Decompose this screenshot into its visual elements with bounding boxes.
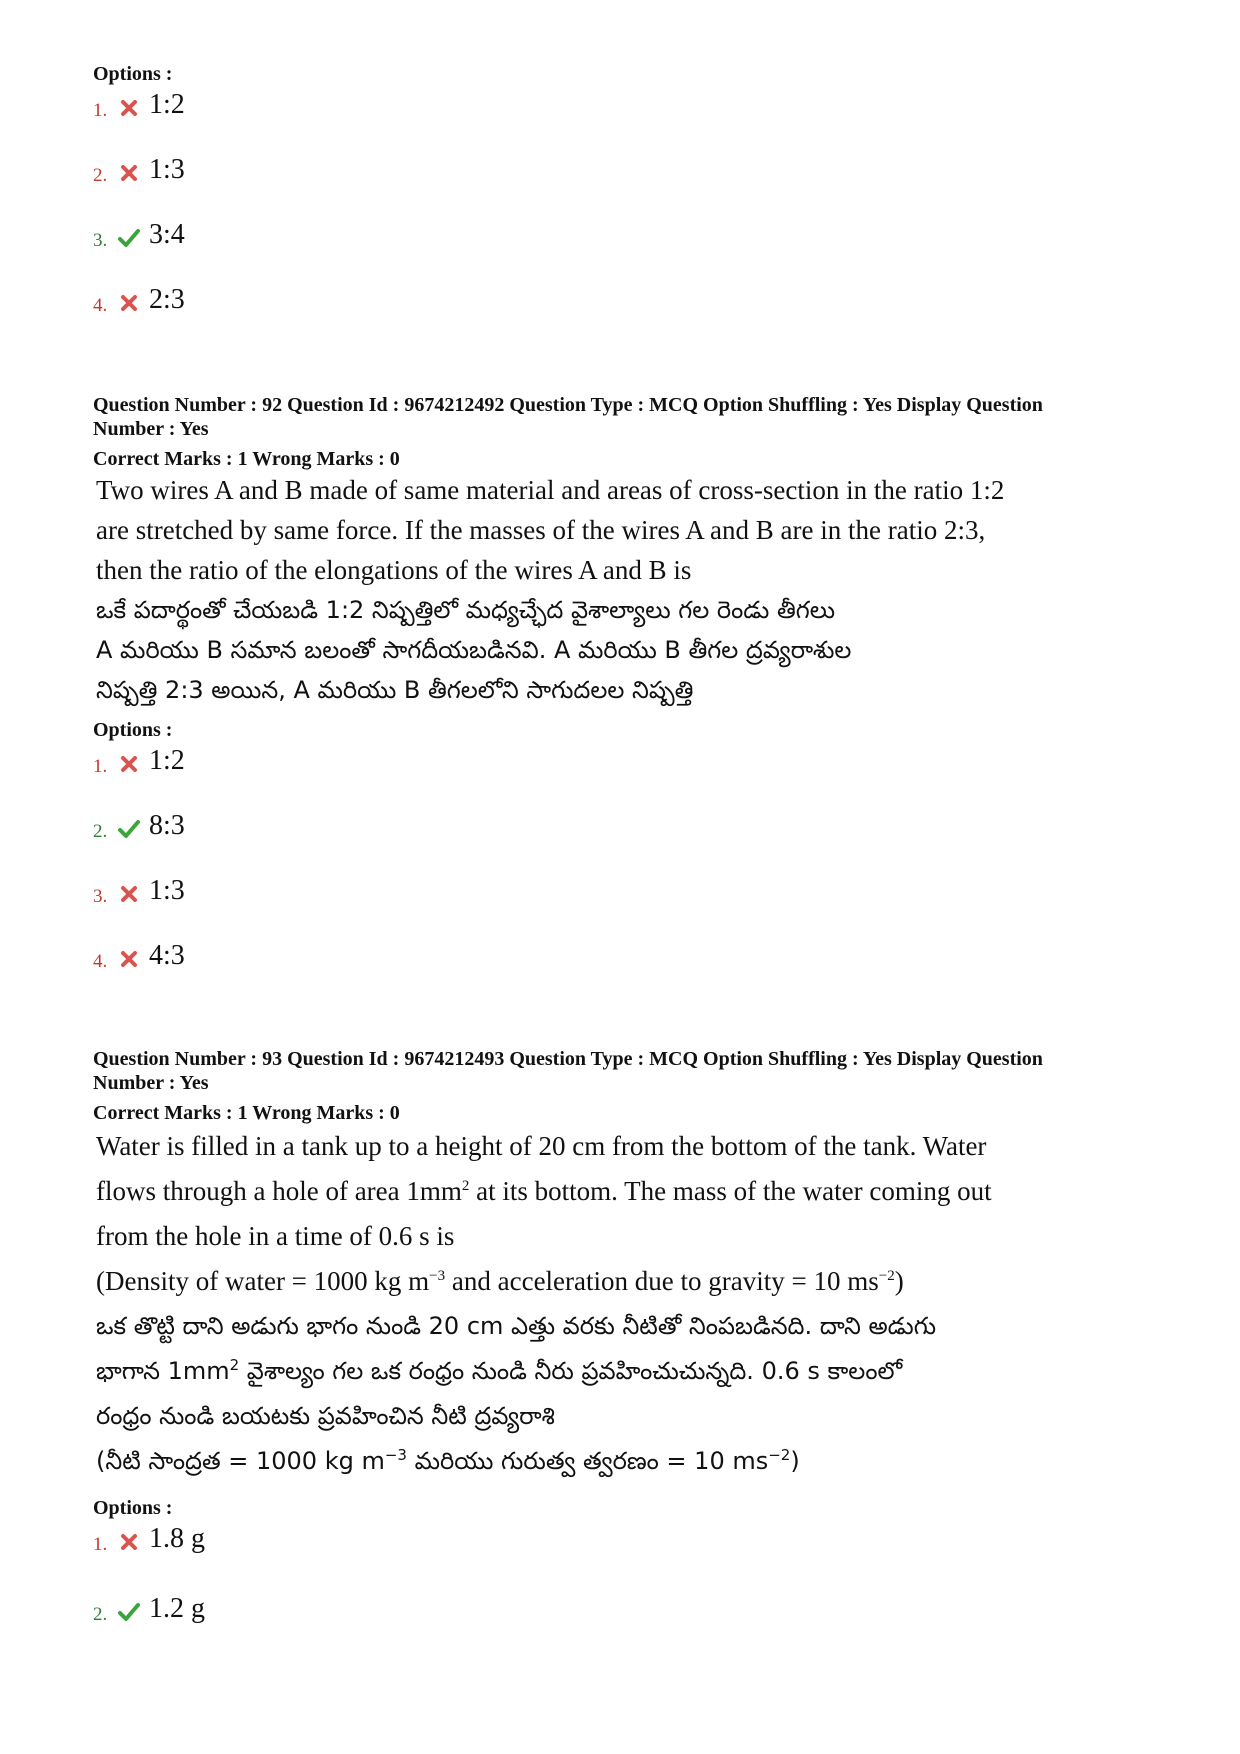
question-text-te: ఒకే పదార్థంతో చేయబడి 1:2 నిష్పత్తిలో మధ్యచ్ఛేద వైశాల్యాలు గల రెండు తీగలు	[96, 596, 836, 624]
question-header	[93, 1047, 1153, 1125]
option-2	[93, 1586, 205, 1626]
option-number: 3.	[93, 230, 108, 251]
option-value: 3:4	[149, 219, 185, 250]
check-icon	[117, 226, 141, 250]
option-value: 8:3	[149, 810, 185, 841]
option-1	[93, 738, 185, 778]
question-text-te: A మరియు B సమాన బలంతో సాగదీయబడినవి. A మరియు B తీగల ద్రవ్యరాశుల	[96, 636, 852, 664]
option-number: 4.	[93, 951, 108, 972]
question-text	[96, 1124, 1156, 1484]
option-number: 2.	[93, 1604, 108, 1625]
check-icon	[117, 817, 141, 841]
option-1	[93, 1516, 205, 1556]
question-text-en: Two wires A and B made of same material and areas of cross-section in the ratio 1:2	[96, 475, 1005, 505]
option-number: 4.	[93, 295, 108, 316]
cross-icon	[117, 291, 141, 315]
question-text-te: భాగాన $1mm^2$ వైశాల్యం గల ఒక రంధ్రం నుండి నీరు ప్రవహించుచున్నది. 0.6 s కాలంలో	[96, 1356, 903, 1385]
options-label: Options :	[93, 1497, 173, 1519]
option-2	[93, 803, 185, 843]
cross-icon	[117, 947, 141, 971]
question-text-te: నిష్పత్తి 2:3 అయిన, A మరియు B తీగలలోని సాగుదలల నిష్పత్తి	[96, 676, 694, 704]
option-value: 1.8 g	[149, 1523, 205, 1554]
option-4	[93, 277, 185, 317]
question-text	[96, 470, 1156, 710]
option-number: 2.	[93, 821, 108, 842]
option-4	[93, 933, 185, 973]
option-2	[93, 147, 185, 187]
option-1	[93, 82, 185, 122]
question-header-line: Number : Yes	[93, 1072, 209, 1094]
option-value: 1:3	[149, 154, 185, 185]
option-number: 1.	[93, 756, 108, 777]
option-value: 1:2	[149, 745, 185, 776]
cross-icon	[117, 882, 141, 906]
cross-icon	[117, 1530, 141, 1554]
question-text-en: (Density of water = 1000 kg $m^{-3}$ and acceleration due to gravity = 10 $ms^{-2}$)	[96, 1266, 904, 1296]
option-number: 1.	[93, 1534, 108, 1555]
option-3	[93, 212, 185, 252]
option-value: 1.2 g	[149, 1593, 205, 1624]
question-text-en: Water is filled in a tank up to a height of 20 cm from the bottom of the tank. Water	[96, 1131, 987, 1161]
option-number: 1.	[93, 100, 108, 121]
question-text-en: then the ratio of the elongations of the wires A and B is	[96, 555, 692, 585]
question-header-line: Question Number : 92 Question Id : 9674212492 Question Type : MCQ Option Shuffling : Yes Display Question	[93, 394, 1043, 416]
option-value: 4:3	[149, 940, 185, 971]
question-header-line: Question Number : 93 Question Id : 9674212493 Question Type : MCQ Option Shuffling : Yes Display Question	[93, 1048, 1043, 1070]
question-header-line: Number : Yes	[93, 418, 209, 440]
options-label: Options :	[93, 719, 173, 741]
cross-icon	[117, 96, 141, 120]
question-text-en: are stretched by same force. If the masses of the wires A and B are in the ratio 2:3,	[96, 515, 986, 545]
question-text-en: flows through a hole of area $1mm^2$ at its bottom. The mass of the water coming out	[96, 1176, 992, 1206]
option-value: 1:3	[149, 875, 185, 906]
marks-info: Correct Marks : 1 Wrong Marks : 0	[93, 1102, 400, 1124]
question-text-en: from the hole in a time of 0.6 s is	[96, 1221, 455, 1251]
question-header	[93, 393, 1153, 471]
option-value: 1:2	[149, 89, 185, 120]
option-number: 2.	[93, 165, 108, 186]
option-value: 2:3	[149, 284, 185, 315]
marks-info: Correct Marks : 1 Wrong Marks : 0	[93, 448, 400, 470]
cross-icon	[117, 161, 141, 185]
options-label: Options :	[93, 63, 173, 85]
check-icon	[117, 1600, 141, 1624]
cross-icon	[117, 752, 141, 776]
option-number: 3.	[93, 886, 108, 907]
question-text-te: ఒక తొట్టి దాని అడుగు భాగం నుండి 20 cm ఎత్తు వరకు నీటితో నింపబడినది. దాని అడుగు	[96, 1312, 937, 1340]
option-3	[93, 868, 185, 908]
question-text-te: (నీటి సాంద్రత = 1000 kg $m^{-3}$ మరియు గురుత్వ త్వరణం = 10 $ms^{-2}$)	[96, 1446, 800, 1475]
question-text-te: రంధ్రం నుండి బయటకు ప్రవహించిన నీటి ద్రవ్యరాశి	[96, 1402, 555, 1430]
